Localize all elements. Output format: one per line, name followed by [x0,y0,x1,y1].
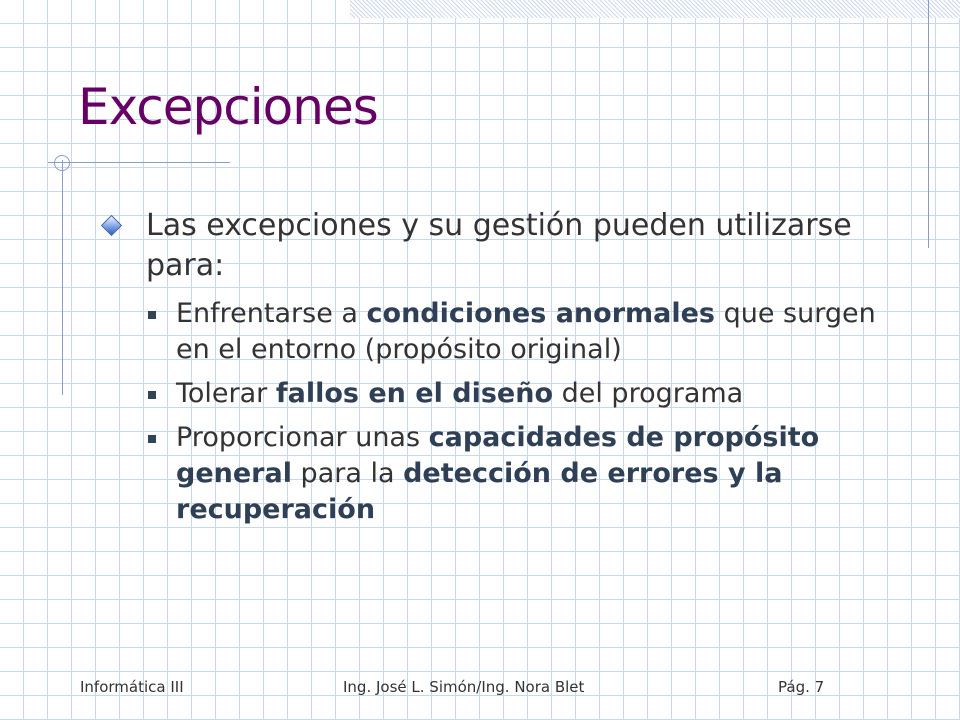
sub-bullet-item [100,420,900,528]
bullet-text: Tolerar [176,378,276,409]
footer-course: Informática III [80,678,184,696]
diamond-bullet-icon [101,215,122,236]
bullet-text: que surgen en el entorno (propósito original) [176,298,876,365]
square-bullet-icon [148,435,156,443]
title-underline [48,162,230,163]
bullet-text: para la [291,458,404,489]
footer-page-number: Pág. 7 [778,678,825,696]
bullet-lead-text: Las excepciones y su gestión pueden utilizarse para: [146,208,852,283]
bullet-text: Proporcionar unas [176,422,429,453]
slide-title: Excepciones [78,78,378,136]
sub-bullet-item [100,376,900,412]
bullet-level1 [100,206,900,286]
emphasis-text: condiciones anormales [366,298,715,329]
footer-authors: Ing. José L. Simón/Ing. Nora Blet [343,678,585,696]
bullet-text: Enfrentarse a [176,298,367,329]
vertical-rule-right [928,0,929,248]
circle-ornament-icon [54,155,70,171]
square-bullet-icon [148,311,156,319]
hatch-band [350,0,960,18]
emphasis-text: fallos en el diseño [275,378,554,409]
vertical-rule-left [62,160,63,395]
bullet-text: del programa [553,378,744,409]
sub-bullet-list [100,296,900,528]
square-bullet-icon [148,391,156,399]
emphasis-text: capacidades de propósito general [176,422,820,489]
sub-bullet-item [100,296,900,368]
emphasis-text: detección de errores y la recuperación [176,458,783,525]
slide-body [100,206,900,536]
